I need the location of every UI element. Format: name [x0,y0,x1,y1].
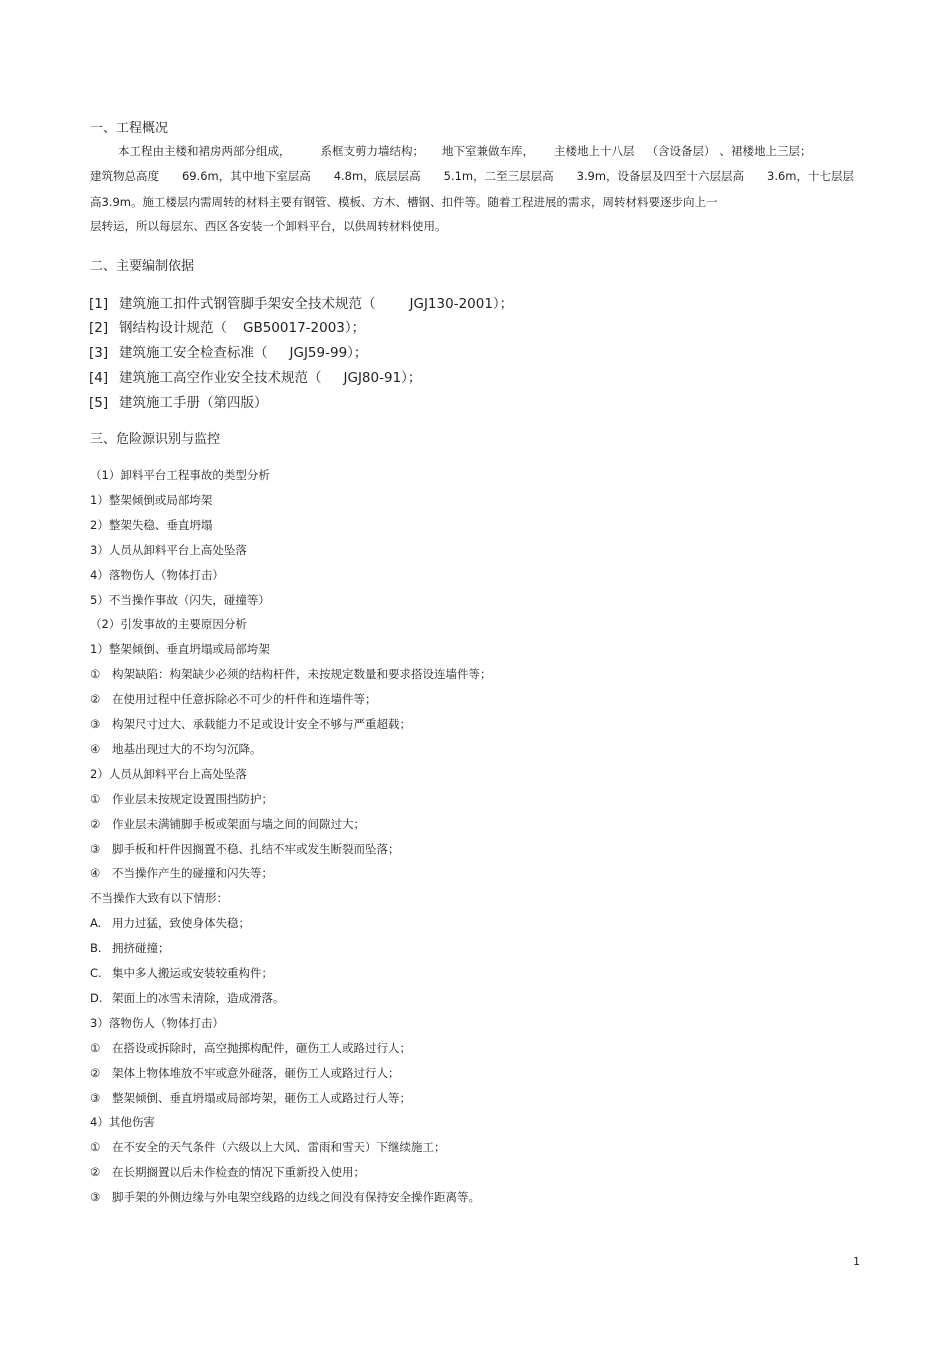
list-text: （2）引发事故的主要原因分析 [90,617,247,632]
list-marker: A. [90,916,102,931]
reference-title: 钢结构设计规范（ [119,320,227,336]
list-text: 构架缺陷：构架缺少必须的结构杆件，未按规定数量和要求搭设连墙件等； [112,667,492,682]
list-marker: ① [90,667,101,682]
list-item [90,592,270,607]
list-text: 5）不当操作事故（闪失，碰撞等） [90,592,270,607]
list-text: 用力过猛，致使身体失稳； [112,916,250,931]
list-text: 架体上物体堆放不牢或意外碰落，砸伤工人或路过行人； [112,1065,400,1080]
section-heading: 三、危险源识别与监控 [90,432,221,447]
text-segment: 3.9m，设备层及四至十六层层高 [576,169,745,183]
list-text: 3）人员从卸料平台上高处坠落 [90,542,247,557]
text-segment: 层转运，所以每层东、西区各安装一个卸料平台，以供周转材料使用。 [90,219,447,233]
list-item [90,868,273,880]
list-marker: ① [90,1040,101,1055]
list-marker: B. [90,941,102,956]
paragraph-line [90,171,854,183]
text-segment: 建筑物总高度 [90,169,159,183]
list-marker: ④ [90,741,101,756]
text-segment: 、裙楼地上三层； [719,144,812,158]
list-item [90,644,270,656]
list-text: 作业层未满铺脚手板或架面与墙之间的间隙过大； [112,816,365,831]
reference-number: [4] [89,370,109,386]
text-segment: 高3.9m。施工楼层内需周转的材料主要有钢管、模板、方木、槽钢、扣件等。随着工程进展的需求，周转材料要逐步向上一 [90,195,718,209]
reference-title: 建筑施工扣件式钢管脚手架安全技术规范（ [119,296,376,312]
list-text: 在长期搁置以后未作检查的情况下重新投入使用； [112,1165,365,1180]
reference-code: JGJ130-2001）； [409,296,514,312]
paragraph-line [90,221,854,233]
text-segment: 5.1m，二至三层层高 [443,169,554,183]
list-text: 不当操作大致有以下情形： [90,891,228,906]
text-segment: 4.8m，底层层高 [333,169,421,183]
list-item [90,542,247,557]
text-segment: 地下室兼做车库， [442,144,534,158]
list-item [90,841,400,856]
text-segment: 本工程由主楼和裙房两部分组成， [118,144,291,158]
list-text: 集中多人搬运或安装较重构件； [112,966,273,980]
list-text: 架面上的冰雪未清除，造成滑落。 [112,990,285,1005]
list-item [90,1065,400,1080]
reference-number: [3] [89,345,109,361]
list-marker: ③ [90,1190,101,1205]
list-text: 1）整架倾倒或局部垮架 [90,492,213,507]
list-item [90,567,224,582]
list-text: 4）其他伤害 [90,1115,155,1130]
reference-code: GB50017-2003）； [243,320,366,336]
text-segment: 69.6m，其中地下室层高 [181,169,311,183]
list-marker: ④ [90,866,101,881]
reference-item [89,322,365,336]
paragraph-line [118,146,854,158]
list-text: 1）整架倾倒、垂直坍塌或局部垮架 [90,642,270,657]
paragraph-line [90,197,854,209]
list-item [90,791,273,806]
section-heading: 一、工程概况 [90,121,169,136]
list-text: 不当操作产生的碰撞和闪失等； [112,866,273,881]
list-text: 脚手板和杆件因搁置不稳、扎结不牢或发生断裂而坠落； [112,841,400,856]
reference-item [89,397,268,411]
text-segment: 3.6m，十七层层 [767,169,854,183]
list-marker: ① [90,791,101,806]
reference-title: 建筑施工安全检查标准（ [119,345,268,361]
list-text: 在不安全的天气条件（六级以上大风、雷雨和雪天）下继续施工； [112,1140,446,1155]
list-item [90,719,411,731]
list-marker: ② [90,816,101,831]
list-marker: ③ [90,1090,101,1105]
list-marker: ② [90,692,101,707]
list-marker: ③ [90,841,101,856]
list-text: 在搭设或拆除时，高空抛掷构配件，砸伤工人或路过行人； [112,1040,411,1055]
reference-item [89,298,513,312]
reference-item [89,347,367,361]
list-text: 拥挤碰撞； [112,941,170,956]
reference-code: JGJ80-91）； [343,370,422,386]
list-item [90,1015,224,1030]
list-item [90,669,492,681]
text-segment: （含设备层） [646,144,716,158]
text-segment: 主楼地上十八层 [554,144,635,158]
list-text: 在使用过程中任意拆除必不可少的杆件和连墙件等； [112,692,377,707]
list-marker: D. [90,990,103,1005]
list-item [90,766,247,781]
list-marker: ② [90,1165,101,1180]
list-item [90,619,247,631]
list-item [90,517,213,532]
list-item [90,816,365,831]
reference-number: [1] [89,296,109,312]
list-text: 整架倾倒、垂直坍塌或局部垮架，砸伤工人或路过行人等； [112,1090,411,1105]
text-segment: 系框支剪力墙结构； [320,144,424,158]
reference-number: [2] [89,320,109,336]
list-marker: C. [90,966,102,980]
list-text: 2）人员从卸料平台上高处坠落 [90,766,247,781]
list-text: （1）卸料平台工程事故的类型分析 [90,468,270,482]
list-item [90,1192,480,1204]
list-marker: ② [90,1065,101,1080]
list-item [90,1142,446,1154]
list-item [90,492,213,507]
reference-title: 建筑施工高空作业安全技术规范（ [119,370,322,386]
list-text: 作业层未按规定设置围挡防护； [112,791,273,806]
list-item [90,990,285,1005]
list-item [90,741,262,756]
reference-number: [5] [89,395,109,411]
page-number: 1 [853,1255,860,1268]
list-text: 4）落物伤人（物体打击） [90,567,224,582]
list-item [90,694,377,706]
list-item [90,1167,365,1179]
list-text: 2）整架失稳、垂直坍塌 [90,517,213,532]
list-text: 构架尺寸过大、承载能力不足或设计安全不够与严重超载； [112,717,411,731]
section-heading: 二、主要编制依据 [90,259,195,274]
list-item [90,470,270,482]
list-text: 3）落物伤人（物体打击） [90,1015,224,1030]
list-item [90,1040,411,1055]
list-text: 脚手架的外侧边缘与外电架空线路的边线之间没有保持安全操作距离等。 [112,1190,480,1205]
reference-code: JGJ59-99）； [289,345,368,361]
list-marker: ① [90,1140,101,1155]
list-item [90,968,273,980]
list-item [90,1090,411,1105]
list-item [90,1117,155,1129]
list-text: 地基出现过大的不均匀沉降。 [112,741,262,756]
reference-title: 建筑施工手册（第四版） [119,395,268,411]
list-item [90,918,250,930]
reference-item [89,372,421,386]
list-item [90,943,170,955]
list-marker: ③ [90,717,101,731]
list-item [90,893,228,905]
